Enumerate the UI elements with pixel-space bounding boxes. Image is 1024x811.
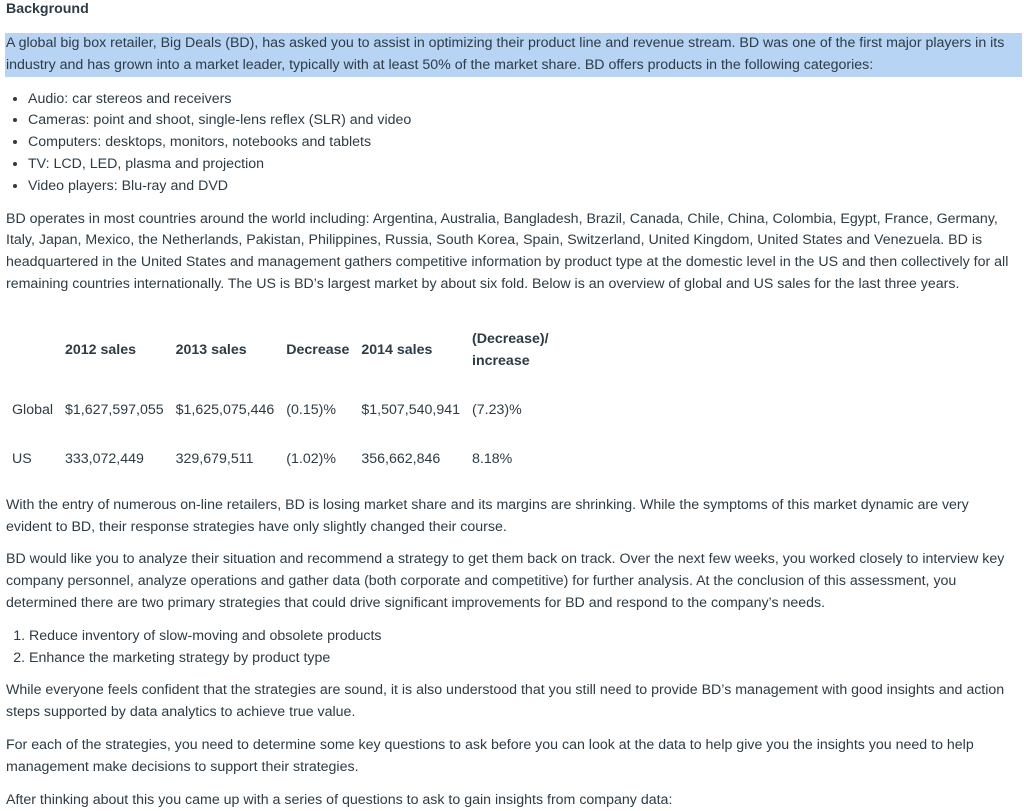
questions-paragraph: For each of the strategies, you need to determine some key questions to ask before you can look at the data to help give you the insights you need to help management make decisions to support their strategies. xyxy=(6,736,974,775)
market-paragraph: With the entry of numerous on-line retailers, BD is losing market share and its margins are shrinking. While the symptoms of this market dynamic are very evident to BD, their response strategies have only slightly changed their course. xyxy=(6,496,969,535)
table-cell: (1.02)% xyxy=(286,451,336,468)
table-header-2014: 2014 sales xyxy=(361,341,433,358)
table-cell: 333,072,449 xyxy=(65,451,144,468)
table-header-row xyxy=(6,318,558,386)
table-row-global xyxy=(6,386,558,435)
table-row-us xyxy=(6,435,558,484)
table-cell: $1,625,075,446 xyxy=(175,402,275,419)
operations-paragraph: BD operates in most countries around the world including: Argentina, Australia, Bangladesh, Brazil, Canada, Chile, China, Colombia, Egypt, France, Germany, Italy, Japan, Mexico, the Netherlands, Pakistan, Philippines, Russia, South Korea, Spain, Switzerland, United Kingdom, United States and Venezuela. BD is headquartered in the United States and management gathers competitive information by product type at the domestic level in the US and then collectively for all remaining countries internationally. The US is BD’s largest market by about six fold. Below is an overview of global and US sales for the last three years. xyxy=(6,210,1009,292)
table-header-change: (Decrease)/ increase xyxy=(472,330,549,369)
table-header-decrease: Decrease xyxy=(286,341,350,358)
table-cell: (7.23)% xyxy=(472,402,522,419)
table-cell: Global xyxy=(12,402,54,419)
table-cell: $1,507,540,941 xyxy=(361,402,461,419)
table-cell: $1,627,597,055 xyxy=(65,402,164,419)
table-header-2012: 2012 sales xyxy=(65,341,137,358)
table-cell: 8.18% xyxy=(472,451,513,468)
intro-paragraph-selected[interactable]: A global big box retailer, Big Deals (BD), has asked you to assist in optimizing their product line and revenue stream. BD was one of the first major players in its industry and has grown into a market leader, typically with at least 50% of the market share. BD offers products in the following categories: xyxy=(5,33,1022,77)
table-header-2013: 2013 sales xyxy=(175,341,247,358)
strategy-list xyxy=(6,626,1018,670)
category-item: • Cameras: point and shoot, single-lens reflex (SLR) and video xyxy=(28,110,1018,132)
table-header-empty xyxy=(6,318,59,386)
table-cell: US xyxy=(12,451,32,468)
confident-paragraph: While everyone feels confident that the strategies are sound, it is also understood that you still need to provide BD’s management with good insights and action steps supported by data analytics to achieve true value. xyxy=(6,682,1005,721)
analyze-paragraph: BD would like you to analyze their situation and recommend a strategy to get them back on track. Over the next few weeks, you worked closely to interview key company personnel, analyze operations and gather data (both corporate and competitive) for further analysis. At the conclusion of this assessment, you determined there are two primary strategies that could drive significant improvements for BD and respond to the company’s needs. xyxy=(6,551,1005,611)
table-cell: (0.15)% xyxy=(286,402,336,419)
strategy-item: 1. Reduce inventory of slow-moving and obsolete products xyxy=(29,626,1018,648)
category-item: • Audio: car stereos and receivers xyxy=(28,89,1018,111)
category-item: • Computers: desktops, monitors, notebooks and tablets xyxy=(28,132,1018,154)
category-item: • Video players: Blu-ray and DVD xyxy=(28,176,1018,198)
after-paragraph: After thinking about this you came up with a series of questions to ask to gain insights from company data: xyxy=(6,791,673,808)
sales-table xyxy=(6,318,558,484)
strategy-item: 2. Enhance the marketing strategy by product type xyxy=(29,648,1018,670)
category-list xyxy=(6,89,1018,198)
section-heading: Background xyxy=(6,1,89,17)
table-cell: 356,662,846 xyxy=(361,451,441,468)
table-cell: 329,679,511 xyxy=(175,451,254,468)
category-item: • TV: LCD, LED, plasma and projection xyxy=(28,154,1018,176)
